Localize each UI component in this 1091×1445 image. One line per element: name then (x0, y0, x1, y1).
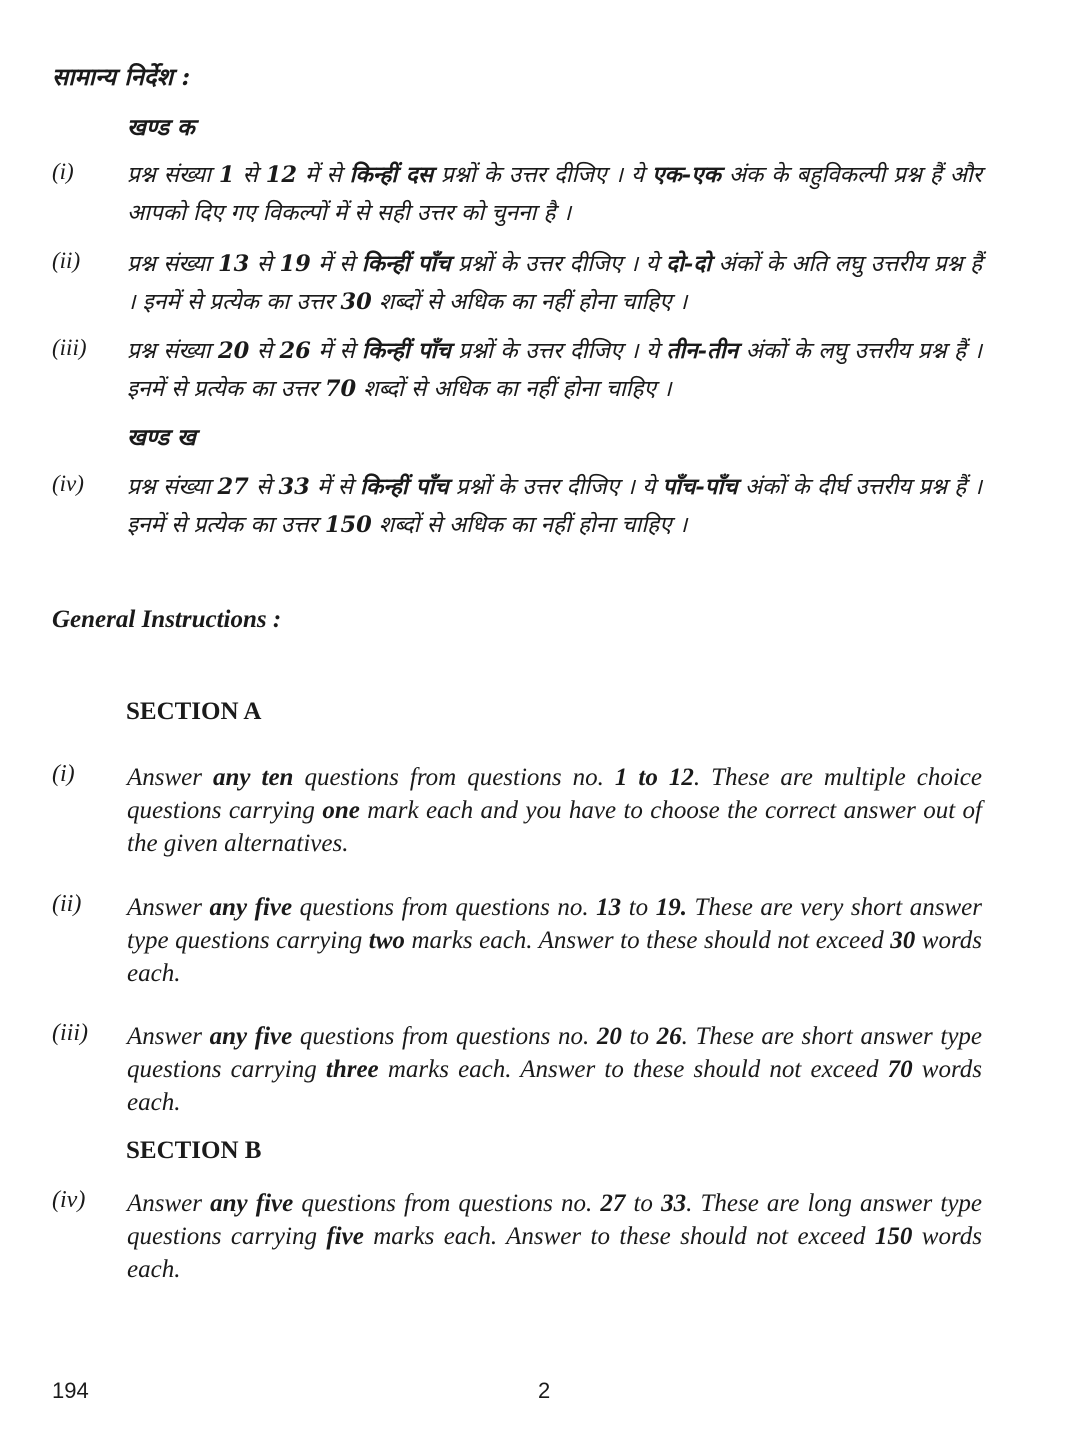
emphasis: एक-एक (652, 162, 721, 188)
item-text: Answer any ten questions from questions no. 1 to 12. These are multiple choice questions carrying one mark each and you have to choose the correct answer out of the given alternatives. (127, 764, 983, 857)
section-b-heading: SECTION B (126, 1137, 262, 1164)
instruction-item (52, 891, 982, 990)
emphasis: किन्हीं पाँच (360, 474, 449, 500)
emphasis: किन्हीं दस (349, 162, 434, 188)
emphasis: 13 (217, 251, 250, 277)
emphasis: 13 (596, 894, 622, 921)
emphasis: 26 (279, 338, 311, 364)
hindi-instruction-item (52, 156, 982, 232)
emphasis: 33 (661, 1190, 687, 1217)
paper-code: 194 (52, 1378, 89, 1403)
emphasis: तीन-तीन (666, 338, 739, 364)
hindi-section-b-heading: खण्ड ख (127, 424, 196, 451)
emphasis: any five (209, 1023, 293, 1050)
emphasis: 27 (217, 474, 249, 500)
emphasis: 30 (340, 289, 372, 315)
emphasis: 150 (324, 512, 372, 538)
emphasis: 150 (874, 1223, 913, 1250)
page-number: 2 (538, 1378, 551, 1403)
item-text: प्रश्न संख्या 27 से 33 में से किन्हीं पाँच प्रश्नों के उत्तर दीजिए । ये पाँच-पाँच अंकों के दीर्घ उत्तरीय प्रश्न हैं । इनमें से प्रत्येक का उत्तर 150 शब्दों से अधिक का नहीं होना चाहिए । (127, 474, 983, 538)
instruction-item (52, 1187, 982, 1286)
general-instructions-heading: General Instructions : (52, 606, 282, 633)
item-text: प्रश्न संख्या 1 से 12 में से किन्हीं दस प्रश्नों के उत्तर दीजिए । ये एक-एक अंक के बहुविकल्पी प्रश्न हैं और आपको दिए गए विकल्पों में से सही उत्तर को चुनना है । (127, 162, 983, 226)
item-number: (iv) (52, 1187, 86, 1213)
emphasis: 20 (217, 338, 250, 364)
instruction-item (52, 1020, 982, 1119)
item-text: प्रश्न संख्या 13 से 19 में से किन्हीं पाँच प्रश्नों के उत्तर दीजिए । ये दो-दो अंकों के अति लघु उत्तरीय प्रश्न हैं । इनमें से प्रत्येक का उत्तर 30 शब्दों से अधिक का नहीं होना चाहिए । (127, 251, 983, 315)
emphasis: दो-दो (666, 251, 712, 277)
emphasis: 70 (324, 376, 357, 402)
emphasis: 70 (887, 1056, 913, 1083)
item-text: Answer any five questions from questions no. 20 to 26. These are short answer type questions carrying three marks each. Answer to these should not exceed 70 words each. (127, 1023, 983, 1116)
item-number: (iii) (52, 1020, 88, 1046)
emphasis: two (368, 927, 405, 954)
item-number: (iii) (52, 335, 87, 360)
emphasis: any five (210, 1190, 294, 1217)
emphasis: one (322, 797, 360, 824)
hindi-instruction-item (52, 245, 982, 321)
item-number: (i) (52, 159, 74, 184)
emphasis: किन्हीं पाँच (361, 251, 451, 277)
section-a-heading: SECTION A (126, 698, 262, 725)
emphasis: any ten (213, 764, 294, 791)
emphasis: 12 (265, 162, 298, 188)
emphasis: 19 (279, 251, 311, 277)
emphasis: पाँच-पाँच (662, 474, 738, 500)
hindi-general-instructions-heading: सामान्य निर्देश : (52, 62, 191, 91)
emphasis: 33 (278, 474, 310, 500)
item-text: Answer any five questions from questions no. 13 to 19. These are very short answer type questions carrying two marks each. Answer to these should not exceed 30 words each. (127, 894, 983, 987)
emphasis: 30 (890, 927, 916, 954)
emphasis: किन्हीं पाँच (362, 338, 451, 364)
instruction-item (52, 761, 982, 860)
item-number: (i) (52, 761, 75, 787)
item-text: Answer any five questions from questions no. 27 to 33. These are long answer type questions carrying five marks each. Answer to these should not exceed 150 words each. (127, 1190, 983, 1283)
emphasis: 1 (218, 162, 235, 188)
emphasis: 27 (600, 1190, 626, 1217)
item-number: (ii) (52, 248, 81, 273)
emphasis: 20 (596, 1023, 622, 1050)
emphasis: any five (209, 894, 293, 921)
item-number: (ii) (52, 891, 82, 917)
item-text: प्रश्न संख्या 20 से 26 में से किन्हीं पाँच प्रश्नों के उत्तर दीजिए । ये तीन-तीन अंकों के लघु उत्तरीय प्रश्न हैं । इनमें से प्रत्येक का उत्तर 70 शब्दों से अधिक का नहीं होना चाहिए । (127, 338, 983, 402)
emphasis: 26 (656, 1023, 682, 1050)
emphasis: 1 to 12 (614, 764, 694, 791)
emphasis: three (325, 1056, 379, 1083)
item-number: (iv) (52, 471, 84, 496)
emphasis: 19. (655, 894, 687, 921)
hindi-instruction-item (52, 332, 982, 408)
hindi-section-a-heading: खण्ड क (127, 114, 195, 141)
emphasis: five (326, 1223, 364, 1250)
hindi-instruction-item (52, 468, 982, 544)
